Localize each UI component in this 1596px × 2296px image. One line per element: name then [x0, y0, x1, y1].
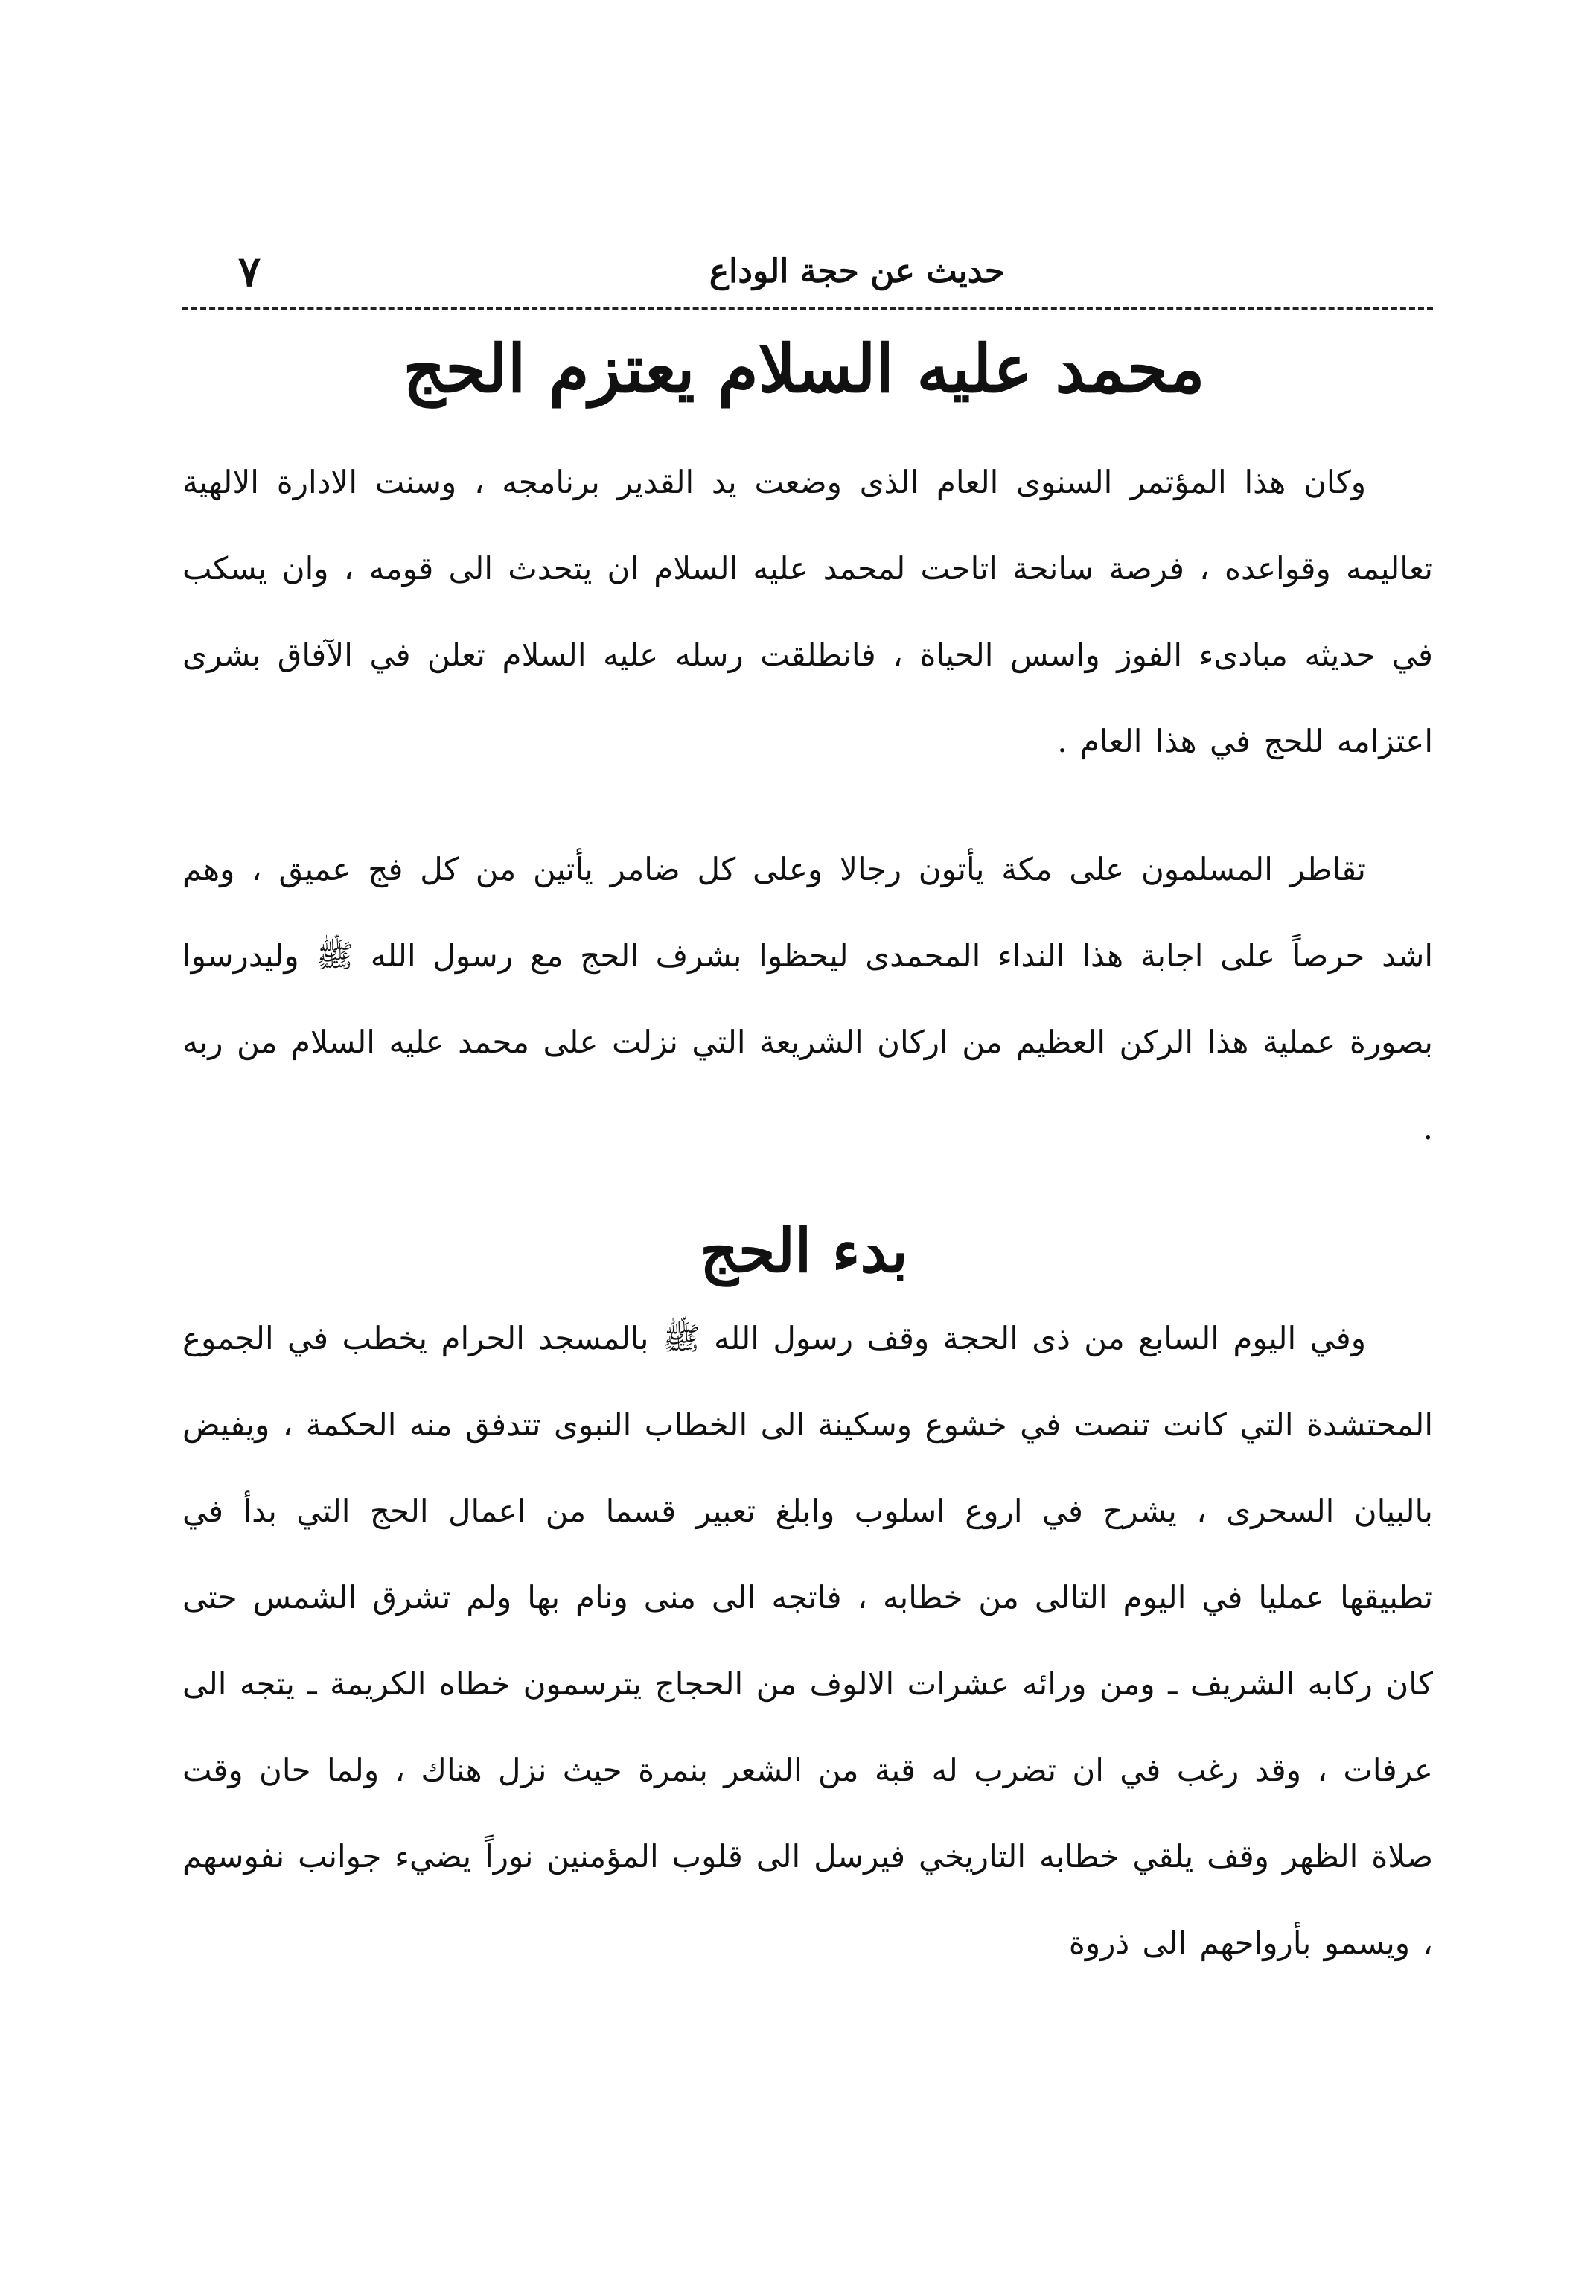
header-divider — [182, 307, 1433, 310]
running-title: حديث عن حجة الوداع — [709, 252, 1005, 290]
chapter-title: محمد عليه السلام يعتزم الحج — [403, 330, 1205, 407]
page-number: ٧ — [238, 247, 261, 296]
section-title: بدء الحج — [700, 1216, 908, 1286]
paragraph-3: وفي اليوم السابع من ذى الحجة وقف رسول الله ﷺ بالمسجد الحرام يخطب في الجموع المحتشدة التي كانت تنصت في خشوع وسكينة الى الخطاب النبوى تتدفق منه الحكمة ، ويفيض بالبيان السحرى ، يشرح في اروع اسلوب وابلغ تعبير قسما من اعمال الحج التي بدأ في تطبيقها عمليا في اليوم التالى من خطابه ، فاتجه الى منى ونام بها ولم تشرق الشمس حتى كان ركابه الشريف ـ ومن ورائه عشرات الالوف من الحجاج يترسمون خطاه الكريمة ـ يتجه الى عرفات ، وقد رغب في ان تضرب له قبة من الشعر بنمرة حيث نزل هناك ، ولما حان وقت صلاة الظهر وقف يلقي خطابه التاريخي فيرسل الى قلوب المؤمنين نوراً يضيء جوانب نفوسهم ، ويسمو بأرواحهم الى ذروة — [182, 1320, 1433, 1961]
running-header — [186, 246, 1422, 298]
paragraph-1: وكان هذا المؤتمر السنوى العام الذى وضعت يد القدير برنامجه ، وسنت الادارة الالهية تعاليمه وقواعده ، فرصة سانحة اتاحت لمحمد عليه السلام ان يتحدث الى قومه ، وان يسكب في حديثه مبادىء الفوز واسس الحياة ، فانطلقت رسله عليه السلام تعلن في الآفاق بشرى اعتزامه للحج في هذا العام . — [182, 464, 1433, 759]
paragraph-2: تقاطر المسلمون على مكة يأتون رجالا وعلى كل ضامر يأتين من كل فج عميق ، وهم اشد حرصاً على اجابة هذا النداء المحمدى ليحظوا بشرف الحج مع رسول الله ﷺ وليدرسوا بصورة عملية هذا الركن العظيم من اركان الشريعة التي نزلت على محمد عليه السلام من ربه . — [182, 851, 1433, 1147]
